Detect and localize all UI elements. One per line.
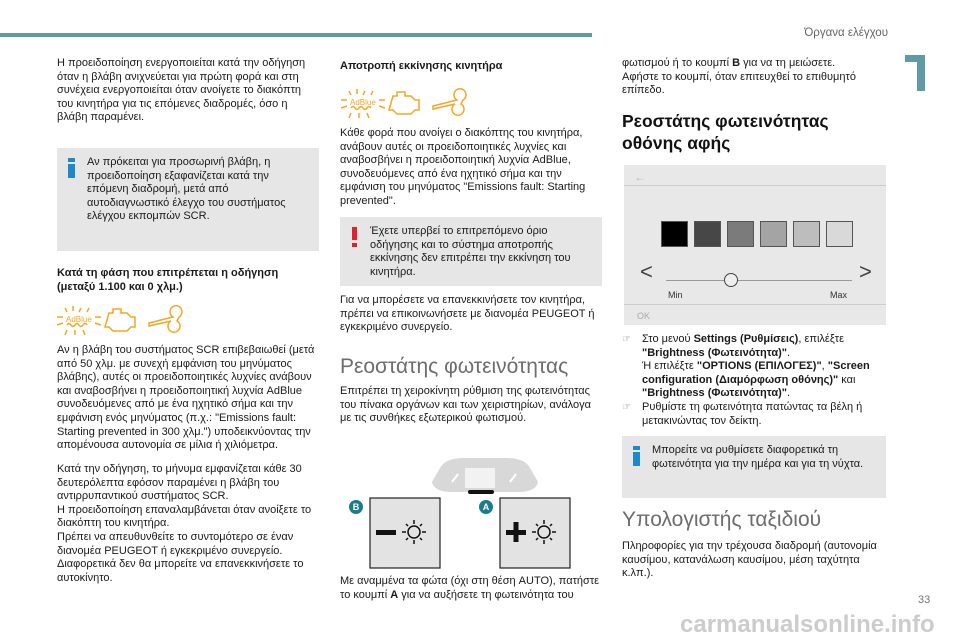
paragraph: Η προειδοποίηση επαναλαμβάνεται όταν ανοίξετε το διακόπτη του κινητήρα. bbox=[57, 503, 312, 530]
info-text: Μπορείτε να ρυθμίσετε διαφορετικά τη φωτεινότητα για την ημέρα και για τη νύχτα. bbox=[652, 444, 864, 470]
min-label: Min bbox=[668, 290, 683, 300]
top-accent-bar bbox=[0, 33, 592, 37]
dimmer-illustration bbox=[340, 450, 602, 570]
exclamation-icon bbox=[351, 227, 358, 247]
info-box bbox=[57, 148, 319, 251]
chevron-right-icon[interactable]: > bbox=[859, 259, 872, 284]
text: και bbox=[838, 373, 856, 386]
chapter-number-graphic bbox=[905, 55, 925, 91]
text: για να τη μειώσετε. bbox=[740, 57, 836, 69]
page-number: 33 bbox=[918, 594, 931, 606]
list-item bbox=[622, 333, 886, 401]
brightness-swatch[interactable] bbox=[760, 221, 787, 247]
divider bbox=[624, 185, 886, 186]
subheading: Αποτροπή εκκίνησης κινητήρα bbox=[340, 60, 503, 72]
text: . bbox=[787, 387, 791, 400]
info-icon bbox=[68, 158, 75, 178]
brightness-swatch[interactable] bbox=[826, 221, 853, 247]
paragraph: Αν η βλάβη του συστήματος SCR επιβεβαιωθεί (μετά από 50 χλμ. με συνεχή εμφάνιση του μηνύματος βλάβης), αυτές οι προειδοποιητικές λυχνίες ανάβουν και αναβοσβήνει η προειδοποιητική λυχνία AdBlue συνοδευόμενες από με ένα ηχητικό σήμα και την εμφάνιση ενός μηνύματος (π.χ.: "Emissions fault: Starting prevented in 300 χλμ.") υποδεικνύοντας την απομένουσα αυτονομία σε μίλια ή χιλιόμετρα. bbox=[57, 344, 315, 452]
paragraph: Η προειδοποίηση ενεργοποιείται κατά την οδήγηση όταν η βλάβη ανιχνεύεται για πρώτη φορά και στη συνέχεια ενεργοποιείται όταν ανοίγετε το διακόπτη του κινητήρα για τις επόμενες διαδρομές, όσο η βλάβη παραμένει. bbox=[57, 57, 306, 124]
warning-text: Έχετε υπερβεί το επιτρεπόμενο όριο οδήγησης και το σύστημα αποτροπής εκκίνησης δεν επιτρέπει την εκκίνηση του κινητήρα. bbox=[370, 225, 571, 278]
slider-knob[interactable] bbox=[724, 273, 738, 287]
slider-track[interactable] bbox=[666, 280, 852, 281]
section-header: Όργανα ελέγχου bbox=[804, 27, 888, 39]
section-title: Ρεοστάτης φωτεινότητας bbox=[340, 355, 569, 378]
button-a-badge: A bbox=[479, 500, 493, 514]
brightness-swatch[interactable] bbox=[661, 221, 688, 247]
text: Ή επιλέξτε bbox=[642, 360, 697, 373]
instruction-list bbox=[622, 333, 886, 428]
paragraph: Κάθε φορά που ανοίγει ο διακόπτης του κινητήρα, ανάβουν αυτές οι προειδοποιητικές λυχνίες και αναβοσβήνει η προειδοποιητική λυχνία AdBlue, συνοδευόμενες από ένα ηχητικό σήμα και την εμφάνιση του μηνύματος "Emissions fault: Starting prevented". bbox=[340, 127, 586, 207]
paragraph bbox=[622, 57, 886, 98]
button-b-badge: B bbox=[349, 500, 363, 514]
text: Αφήστε το κουμπί, όταν επιτευχθεί το επιθυμητό επίπεδο. bbox=[622, 70, 856, 97]
max-label: Max bbox=[830, 290, 848, 300]
paragraph: Κατά την οδήγηση, το μήνυμα εμφανίζεται κάθε 30 δευτερόλεπτα εφόσον παραμένει η βλάβη του αντιρρυπαντικού συστήματος SCR. bbox=[57, 463, 302, 503]
text: . bbox=[787, 346, 791, 359]
menu-ref: "Screen configuration (Διαμόρφωση οθόνης)" bbox=[642, 360, 870, 386]
warning-lamps bbox=[57, 305, 197, 342]
brightness-swatch[interactable] bbox=[727, 221, 754, 247]
column-3-lower bbox=[622, 333, 886, 581]
adblue-engine-wrench-icons bbox=[57, 305, 197, 337]
text: Ρυθμίστε τη φωτεινότητα πατώντας τα βέλη ή μετακινώντας τον δείκτη. bbox=[642, 400, 863, 427]
brightness-swatch[interactable] bbox=[793, 221, 820, 247]
info-text: Αν πρόκειται για προσωρινή βλάβη, η προειδοποίηση εξαφανίζεται κατά την επόμενη διαδρομή, μετά από αυτοδιαγνωστικό έλεγχο του συστήματος ελέγχου εκπομπών SCR. bbox=[87, 156, 286, 223]
paragraph: Πρέπει να απευθυνθείτε το συντομότερο σε έναν διανομέα PEUGEOT ή εγκεκριμένο συνεργείο. bbox=[57, 530, 294, 557]
back-arrow-icon[interactable]: ← bbox=[634, 170, 646, 184]
pointing-hand-icon: ☞ bbox=[622, 334, 631, 345]
paragraph: Πληροφορίες για την τρέχουσα διαδρομή (αυτονομία καυσίμου, κατανάλωση καυσίμου, μέση ταχύτητα κ.λπ.). bbox=[622, 540, 877, 580]
paragraph: Για να μπορέσετε να επανεκκινήσετε τον κινητήρα, πρέπει να επικοινωνήσετε με διανομέα PEUGEOT ή εγκεκριμένο συνεργείο. bbox=[340, 294, 595, 334]
paragraph-group bbox=[57, 463, 319, 585]
chapter-tab bbox=[905, 55, 925, 91]
text: για να αυξήσετε τη φωτεινότητα του bbox=[398, 588, 574, 601]
pointing-hand-icon: ☞ bbox=[622, 401, 631, 413]
instrument-panel-illustration bbox=[340, 450, 602, 570]
menu-ref: "Brightness (Φωτεινότητα)" bbox=[642, 346, 787, 359]
menu-ref: Settings (Ρυθμίσεις) bbox=[693, 333, 799, 345]
paragraph: Διαφορετικά δεν θα μπορείτε να επανεκκινήσετε το αυτοκίνητο. bbox=[57, 558, 304, 584]
adblue-lamp-label: AdBlue bbox=[66, 315, 92, 324]
text: Με αναμμένα τα φώτα (όχι στη θέση AUTO), πατήστε το κουμπί bbox=[340, 575, 600, 601]
text: φωτισμού ή το κουμπί bbox=[622, 57, 733, 69]
text: , bbox=[821, 360, 828, 373]
menu-ref: "Brightness (Φωτεινότητα)" bbox=[642, 387, 787, 400]
watermark: carmanualsonline.info bbox=[680, 611, 935, 638]
brightness-screen bbox=[624, 165, 886, 325]
paragraph: Επιτρέπει τη χειροκίνητη ρύθμιση της φωτεινότητας του πίνακα οργάνων και των χειριστηρίων, ανάλογα με τις συνθήκες εξωτερικού φωτισμού. bbox=[340, 385, 591, 425]
ok-button[interactable]: OK bbox=[637, 311, 651, 321]
adblue-engine-wrench-icons bbox=[341, 88, 481, 120]
chevron-left-icon[interactable]: < bbox=[640, 259, 653, 284]
info-box bbox=[622, 436, 886, 498]
section-title: Ρεοστάτης φωτεινότητας οθόνης αφής bbox=[622, 111, 829, 153]
warning-box bbox=[340, 217, 602, 286]
text: , επιλέξτε bbox=[798, 333, 844, 345]
info-icon bbox=[633, 446, 640, 466]
subheading: Κατά τη φάση που επιτρέπεται η οδήγηση (μεταξύ 1.100 και 0 χλμ.) bbox=[57, 267, 279, 293]
section-title: Υπολογιστής ταξιδιού bbox=[622, 508, 822, 532]
brightness-swatch[interactable] bbox=[694, 221, 721, 247]
adblue-lamp-label: AdBlue bbox=[350, 98, 376, 107]
menu-ref: "OPTIONS (ΕΠΙΛΟΓΕΣ)" bbox=[696, 360, 822, 373]
button-ref: B bbox=[732, 57, 741, 69]
warning-lamps bbox=[341, 88, 481, 125]
list-item bbox=[622, 401, 886, 428]
paragraph bbox=[340, 575, 602, 602]
text: Στο μενού bbox=[642, 333, 694, 345]
divider bbox=[624, 304, 886, 305]
button-ref: A bbox=[390, 588, 399, 601]
